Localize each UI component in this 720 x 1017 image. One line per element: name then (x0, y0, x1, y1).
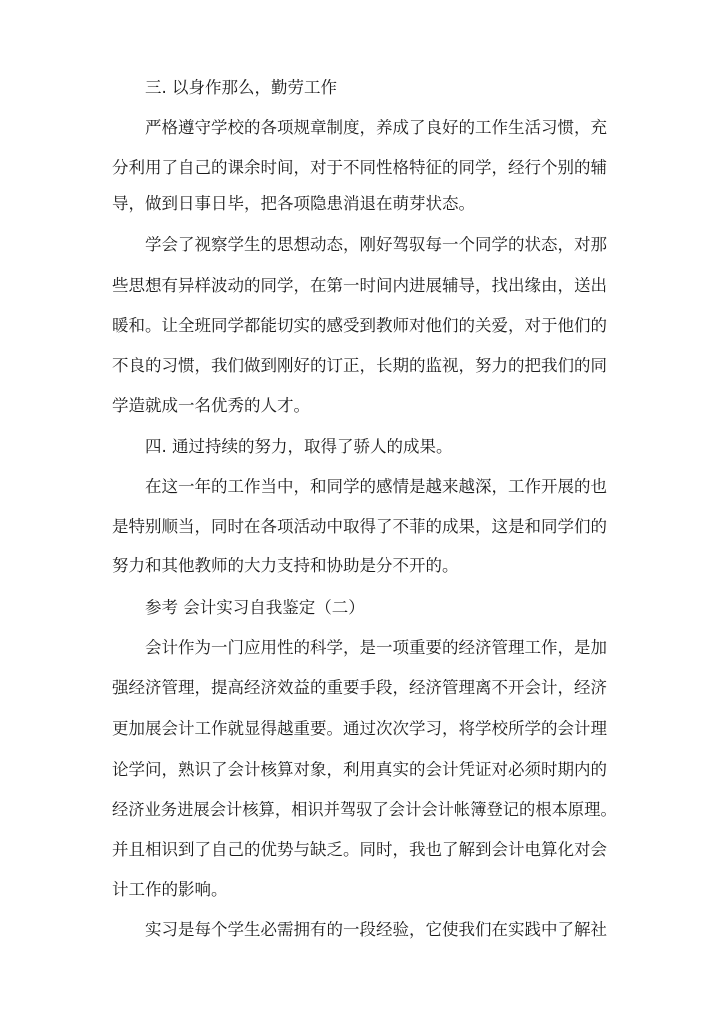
paragraph-line: 学会了视察学生的思想动态，刚好驾驭每一个同学的状态，对那 (145, 235, 607, 254)
paragraph-line: 论学问，熟识了会计核算对象，利用真实的会计凭证对必须时期内的 (112, 760, 607, 779)
paragraph-line: 是特别顺当，同时在各项活动中取得了不菲的成果，这是和同学们的 (112, 517, 607, 536)
paragraph-line: 更加展会计工作就显得越重要。通过次次学习，将学校所学的会计理 (112, 719, 607, 738)
paragraph-line: 在这一年的工作当中，和同学的感情是越来越深，工作开展的也 (145, 477, 607, 496)
section-heading: 四. 通过持续的努力，取得了骄人的成果。 (145, 437, 453, 456)
section-heading: 参考 会计实习自我鉴定（二） (145, 598, 365, 617)
paragraph-line: 实习是每个学生必需拥有的一段经验，它使我们在实践中了解社 (145, 920, 607, 939)
paragraph-line: 会计作为一门应用性的科学，是一项重要的经济管理工作，是加 (145, 638, 607, 657)
paragraph-line: 暖和。让全班同学都能切实的感受到教师对他们的关爱，对于他们的 (112, 316, 607, 335)
paragraph-line: 严格遵守学校的各项规章制度，养成了良好的工作生活习惯，充 (145, 118, 607, 137)
paragraph-line: 学造就成一名优秀的人才。 (112, 396, 310, 415)
paragraph-line: 并且相识到了自己的优势与缺乏。同时，我也了解到会计电算化对会 (112, 840, 607, 859)
paragraph-line: 努力和其他教师的大力支持和协助是分不开的。 (112, 556, 459, 575)
paragraph-line: 强经济管理，提高经济效益的重要手段，经济管理离不开会计，经济 (112, 678, 607, 697)
paragraph-line: 些思想有异样波动的同学，在第一时间内进展辅导，找出缘由，送出 (112, 276, 607, 295)
section-heading: 三. 以身作那么，勤劳工作 (145, 78, 337, 97)
paragraph-line: 导，做到日事日毕，把各项隐患消退在萌芽状态。 (112, 194, 475, 213)
paragraph-line: 计工作的影响。 (112, 880, 228, 899)
paragraph-line: 不良的习惯，我们做到刚好的订正，长期的监视，努力的把我们的同 (112, 356, 607, 375)
paragraph-line: 经济业务进展会计核算，相识并驾驭了会计会计帐簿登记的根本原理。 (112, 800, 617, 819)
paragraph-line: 分利用了自己的课余时间，对于不同性格特征的同学，经行个别的辅 (112, 158, 607, 177)
